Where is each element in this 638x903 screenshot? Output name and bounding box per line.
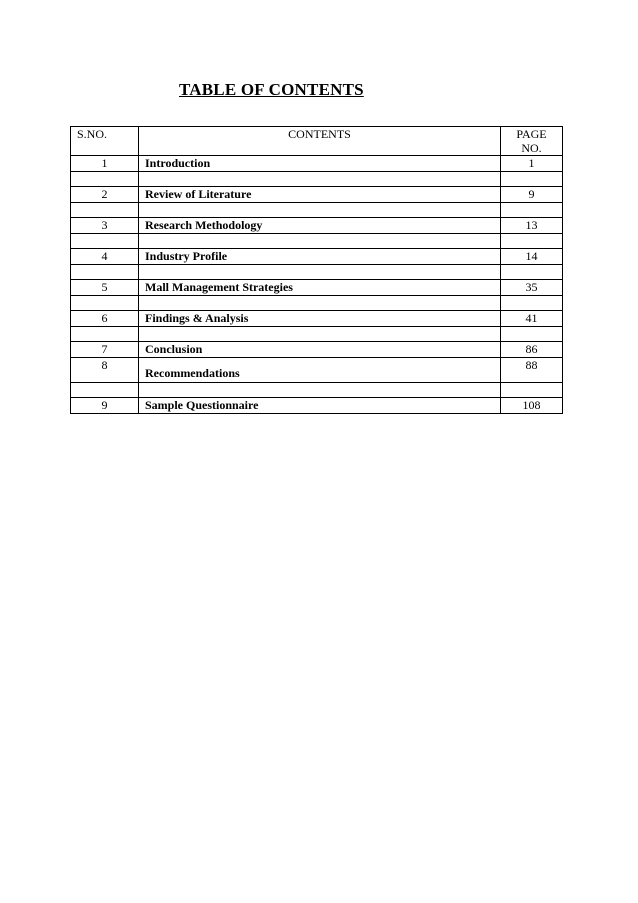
header-contents: CONTENTS <box>139 127 501 156</box>
row-page: 9 <box>501 187 563 203</box>
table-row <box>71 342 563 358</box>
row-title: Review of Literature <box>139 187 501 203</box>
row-page: 86 <box>501 342 563 358</box>
table-row <box>71 249 563 265</box>
row-sno: 8 <box>71 358 139 383</box>
spacer-row <box>71 234 563 249</box>
row-sno: 2 <box>71 187 139 203</box>
row-title: Industry Profile <box>139 249 501 265</box>
row-page: 35 <box>501 280 563 296</box>
row-page: 41 <box>501 311 563 327</box>
row-title: Introduction <box>139 156 501 172</box>
spacer-row <box>71 383 563 398</box>
row-sno: 9 <box>71 398 139 414</box>
spacer-row <box>71 203 563 218</box>
row-page: 108 <box>501 398 563 414</box>
contents-table <box>70 126 563 414</box>
table-header-row <box>71 127 563 156</box>
row-sno: 7 <box>71 342 139 358</box>
row-sno: 6 <box>71 311 139 327</box>
table-row <box>71 187 563 203</box>
table-row <box>71 280 563 296</box>
table-row <box>71 398 563 414</box>
row-title: Mall Management Strategies <box>139 280 501 296</box>
spacer-row <box>71 327 563 342</box>
row-sno: 5 <box>71 280 139 296</box>
row-sno: 4 <box>71 249 139 265</box>
row-page: 88 <box>501 358 563 383</box>
table-row <box>71 156 563 172</box>
row-page: 13 <box>501 218 563 234</box>
header-sno: S.NO. <box>71 127 139 156</box>
row-sno: 1 <box>71 156 139 172</box>
row-title: Conclusion <box>139 342 501 358</box>
row-sno: 3 <box>71 218 139 234</box>
table-row <box>71 311 563 327</box>
row-page: 1 <box>501 156 563 172</box>
spacer-row <box>71 172 563 187</box>
row-page: 14 <box>501 249 563 265</box>
row-title: Research Methodology <box>139 218 501 234</box>
spacer-row <box>71 296 563 311</box>
row-title: Recommendations <box>139 358 501 383</box>
row-title: Findings & Analysis <box>139 311 501 327</box>
page-title: TABLE OF CONTENTS <box>179 80 364 99</box>
header-page-no: PAGE NO. <box>501 127 563 156</box>
table-row <box>71 218 563 234</box>
row-title: Sample Questionnaire <box>139 398 501 414</box>
spacer-row <box>71 265 563 280</box>
table-row <box>71 358 563 383</box>
